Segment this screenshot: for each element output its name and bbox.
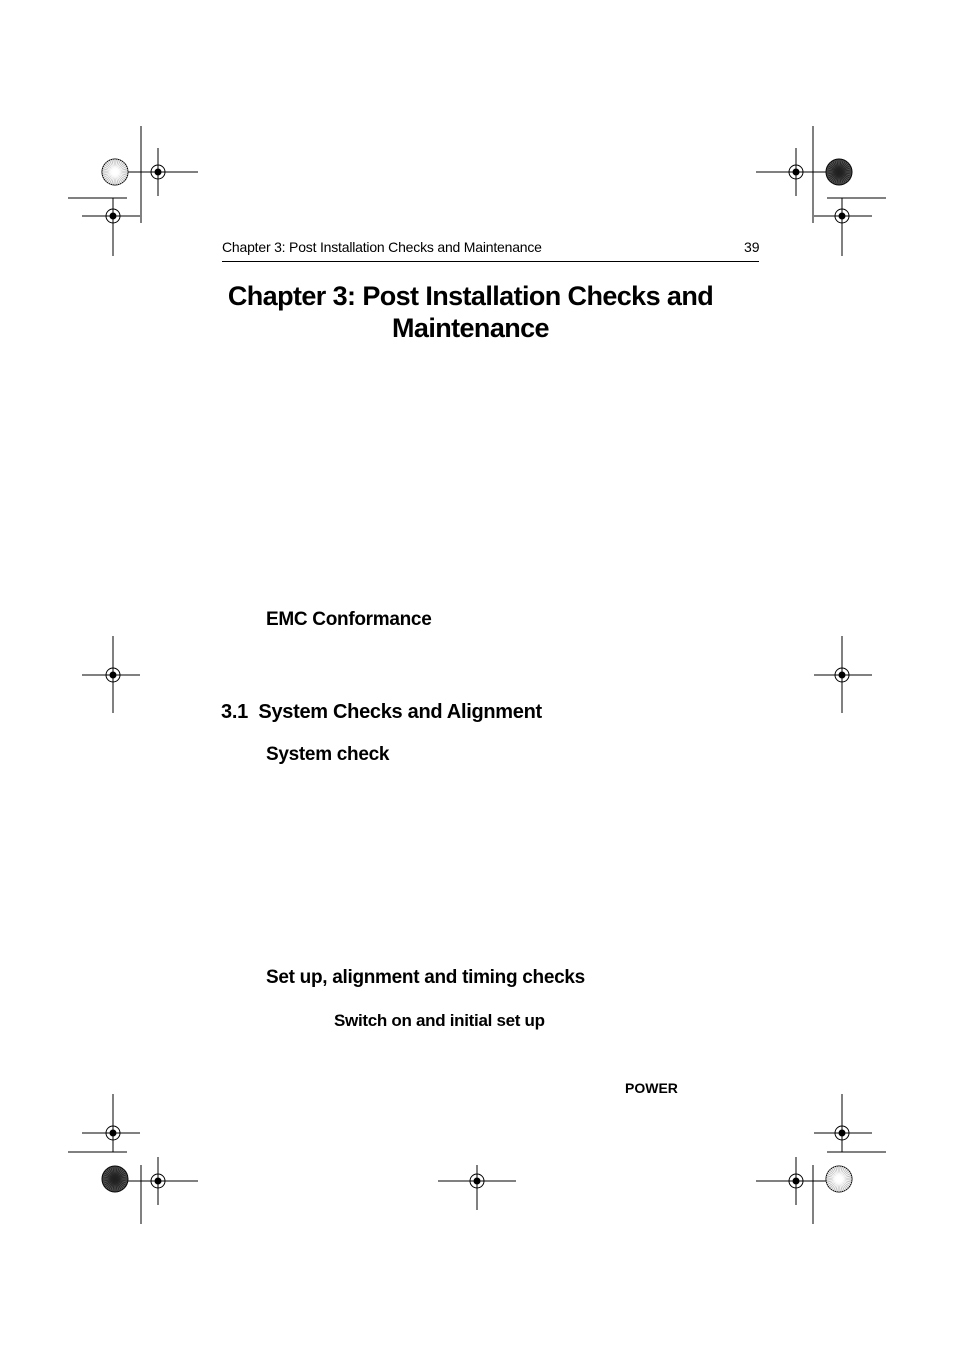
registration-mark-icon — [438, 1165, 516, 1210]
registration-mark-icon — [756, 148, 836, 196]
registration-mark-icon — [82, 1094, 140, 1152]
registration-mark-icon — [82, 636, 140, 713]
chapter-title-line-1: Chapter 3: Post Installation Checks and — [227, 281, 714, 311]
page-number: 39 — [744, 239, 760, 255]
heading-emc-conformance: EMC Conformance — [266, 609, 432, 630]
starburst-wheel-icon — [102, 159, 128, 185]
starburst-wheel-icon — [826, 159, 852, 185]
chapter-title — [222, 280, 719, 344]
registration-mark-icon — [82, 198, 140, 256]
heading-switch-on: Switch on and initial set up — [334, 1011, 545, 1030]
starburst-wheel-icon — [826, 1166, 852, 1192]
keyword-power: POWER — [625, 1080, 678, 1096]
starburst-wheel-icon — [102, 1166, 128, 1192]
section-heading — [221, 701, 542, 724]
running-header-title: Chapter 3: Post Installation Checks and Maintenance — [222, 239, 542, 255]
registration-mark-icon — [814, 1094, 872, 1152]
chapter-title-line-2: Maintenance — [392, 313, 549, 343]
registration-mark-icon — [814, 636, 872, 713]
header-divider — [222, 261, 759, 262]
heading-system-check: System check — [266, 744, 390, 765]
registration-mark-icon — [118, 1157, 198, 1205]
heading-setup-alignment: Set up, alignment and timing checks — [266, 967, 585, 988]
section-number: 3.1 — [221, 701, 248, 723]
registration-mark-icon — [756, 1157, 836, 1205]
registration-mark-icon — [814, 198, 872, 256]
registration-mark-icon — [118, 148, 198, 196]
section-title: System Checks and Alignment — [258, 701, 542, 723]
